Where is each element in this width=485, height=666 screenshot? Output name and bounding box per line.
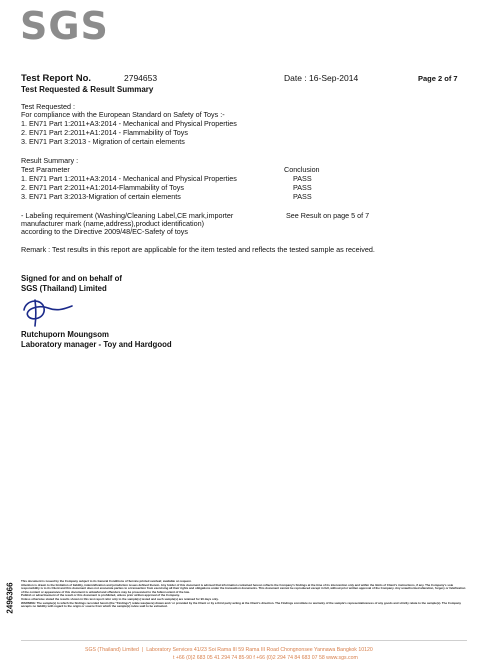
test-parameter-header: Test Parameter xyxy=(21,165,70,174)
footer: SGS (Thailand) Limited | Laboratory Services 41/23 Soi Rama III 59 Rama III Road Chongnonsee Yannawa Bangkok 10120 t +66 (0)2 683 05 41 294 74 85-90 f +66 (0)2 294 74 84 683 07 58 www.sgs.com xyxy=(85,647,373,661)
report-number: 2794653 xyxy=(124,73,158,83)
side-document-number xyxy=(0,578,20,618)
test-requested-heading: Test Requested : xyxy=(21,102,75,111)
signatory-title: Laboratory manager - Toy and Hardgood xyxy=(21,339,172,349)
fine-print-paragraph: Publish or advertisement of the result or this document is prohibited, unless prior written approval of the Company. xyxy=(21,593,180,598)
fine-print-paragraph: Unless otherwise stated the results shown in this test report refer only to the sample(s) tested and such sample(s) are retained for 90 days only. xyxy=(21,596,219,601)
side-number-text: 2496366 xyxy=(5,582,15,614)
fine-print-paragraph: WARNING: The sample(s) to which the findings recorded herein (the "Findings") relate was(were) drawn and / or provided by the Client or by a third party acting at the Client's direction. The Findings constitute no warranty of the sample's representativeness of any goods and strictly relate to the sample(s). The Company accepts no liability with regard to the origin or source from which the sample(s) is/are said to be extracted. xyxy=(21,600,462,609)
labeling-line: - Labeling requirement (Washing/Cleaning Label,CE mark,importer xyxy=(21,211,234,220)
signatory-name: Rutchuporn Moungsom xyxy=(21,330,109,339)
signature-block xyxy=(21,274,122,293)
result-param: 2. EN71 Part 2:2011+A1:2014-Flammability of Toys xyxy=(21,183,184,192)
result-value: PASS xyxy=(293,174,312,183)
handwritten-signature xyxy=(18,294,76,328)
page-indicator: Page 2 of 7 xyxy=(418,74,458,83)
requested-item: 2. EN71 Part 2:2011+A1:2014 - Flammability of Toys xyxy=(21,128,188,137)
result-param: 1. EN71 Part 1:2011+A3:2014 - Mechanical and Physical Properties xyxy=(21,174,237,183)
company-name: SGS (Thailand) Limited xyxy=(21,283,107,293)
footer-company: SGS (Thailand) Limited xyxy=(85,647,139,653)
footer-address: 41/23 Soi Rama III 59 Rama III Road Chongnonsee Yannawa Bangkok 10120 xyxy=(193,647,373,653)
remark: Remark : Test results in this report are applicable for the item tested and reflects the tested sample as received. xyxy=(21,245,375,254)
result-value: PASS xyxy=(293,192,312,201)
footer-divider xyxy=(21,640,467,641)
result-param: 3. EN71 Part 3:2013-Migration of certain elements xyxy=(21,192,181,201)
result-summary-heading: Result Summary : xyxy=(21,156,79,165)
report-date: Date : 16-Sep-2014 xyxy=(284,73,359,83)
fine-print-paragraph: This document is issued by the Company subject to its General Conditions of Service printed overleaf, available on request. xyxy=(21,579,192,583)
labeling-result: See Result on page 5 of 7 xyxy=(286,211,370,220)
requested-item: 3. EN71 Part 3:2013 - Migration of certain elements xyxy=(21,137,185,146)
labeling-line: manufacturer mark (name,address),product identification) xyxy=(21,219,204,228)
sgs-logo: SGS xyxy=(20,4,109,48)
requested-item: 1. EN71 Part 1:2011+A3:2014 - Mechanical and Physical Properties xyxy=(21,119,237,128)
labeling-line: according to the Directive 2009/48/EC-Safety of toys xyxy=(21,227,188,236)
footer-department: Laboratory Services xyxy=(146,647,193,653)
fine-print-paragraph: Attention is drawn to the limitation of liability, indemnification and jurisdiction issues defined therein. Any holder of this document is advised that information contained hereon reflects the Company's findings at the time of its intervention only and within the limits of Client's instructions, if any. The Company's sole responsibility is to its Client and this document does not exonerate parties to a transaction from exercising all their rights and obligations under the transaction documents. This document cannot be reproduced except in full, without prior written approval of the Company. Any unauthorized alteration, forgery or falsification of the content or appearance of this document is unlawful and offenders may be prosecuted to the fullest extent of the law. xyxy=(21,582,466,594)
footer-contact: t +66 (0)2 683 05 41 294 74 85-90 f +66 (0)2 294 74 84 683 07 58 www.sgs.com xyxy=(173,655,358,661)
legal-fine-print xyxy=(21,580,466,609)
conclusion-header: Conclusion xyxy=(284,165,320,174)
report-label: Test Report No. xyxy=(21,73,92,84)
section-title: Test Requested & Result Summary xyxy=(21,85,154,94)
result-value: PASS xyxy=(293,183,312,192)
signatory-block xyxy=(21,330,172,349)
signed-on-behalf: Signed for and on behalf of xyxy=(21,274,122,283)
test-requested-intro: For compliance with the European Standard on Safety of Toys :- xyxy=(21,110,225,119)
